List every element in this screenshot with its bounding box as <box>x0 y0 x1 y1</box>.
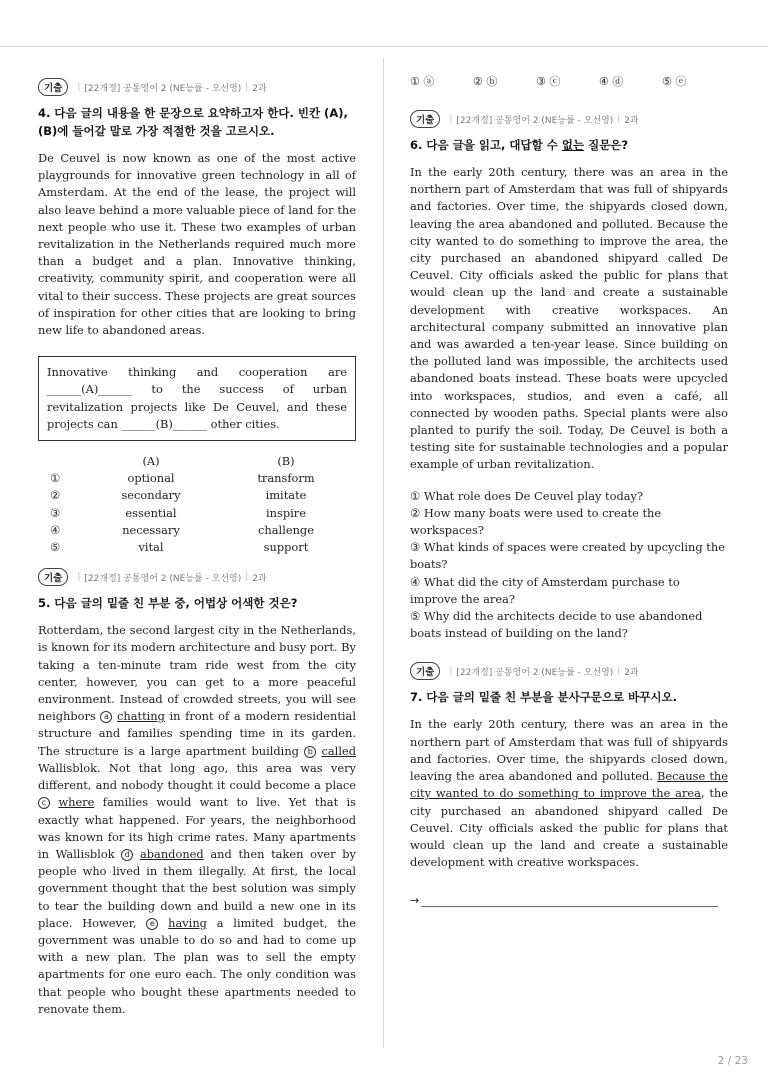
q7-underlined-clause: Because the city wanted to do something to improve the area <box>410 769 728 801</box>
q5-source-text: [22개정] 공통영어 2 (NE능률 - 오선영) <box>84 573 242 584</box>
marker-a: a <box>100 711 112 723</box>
q6-title: 6. 다음 글을 읽고, 대답할 수 없는 질문은? <box>410 138 629 152</box>
q4-option[interactable]: ④ necessary challenge <box>50 522 314 537</box>
q4-options <box>38 453 356 556</box>
q6-question[interactable]: ② How many boats were used to create the workspaces? <box>410 505 662 538</box>
q7-answer-area[interactable] <box>410 893 728 907</box>
q4-source: 기출 | [22개정] 공통영어 2 (NE능률 - 오선영) | 2과 <box>38 78 356 96</box>
q7-badge: 기출 <box>410 662 440 680</box>
q7-answer-line[interactable] <box>421 898 718 907</box>
q5-choice[interactable]: ③ ⓒ <box>536 75 561 88</box>
q6-question[interactable]: ④ What did the city of Amsterdam purchase to improve the area? <box>410 574 680 606</box>
q4-option[interactable]: ③ essential inspire <box>50 505 306 520</box>
q5-choice[interactable]: ⑤ ⓔ <box>662 75 687 88</box>
q5-lesson: 2과 <box>252 573 267 584</box>
q4-option[interactable]: ① optional transform <box>50 471 315 486</box>
q5-title: 5. 다음 글의 밑줄 친 부분 중, 어법상 어색한 것은? <box>38 596 298 611</box>
q6-source-text: [22개정] 공통영어 2 (NE능률 - 오선영) <box>456 115 614 126</box>
q7-source: 기출 | [22개정] 공통영어 2 (NE능률 - 오선영) | 2과 <box>410 662 728 680</box>
underlined-c: where <box>58 795 95 810</box>
right-column <box>410 75 728 908</box>
q6-title-emphasis: 없는 <box>561 138 585 152</box>
marker-b: b <box>304 746 316 758</box>
q4-col-b: (B) <box>277 454 295 469</box>
column-divider <box>383 58 384 1048</box>
underlined-b: called <box>321 743 356 758</box>
q4-title: 4. 다음 글의 내용을 한 문장으로 요약하고자 한다. 빈칸 (A), (B)에 들어갈 말로 가장 적절한 것을 고르시오. <box>38 106 348 138</box>
q4-passage: De Ceuvel is now known as one of the most active playgrounds for innovative green technology in all of Amsterdam. At the end of the lease, the project will also leave behind a more valuable piece of land for the next people who use it. These two examples of urban revitalization in the Netherlands required much more than a budget and a plan. Innovative thinking, creativity, community spirit, and cooperation were all vital to their success. These projects are great sources of inspiration for other cities that are looking to bring new life to abandoned areas. <box>38 151 356 338</box>
q6-lesson: 2과 <box>624 115 639 126</box>
q4-badge: 기출 <box>38 78 68 96</box>
q4-source-text: [22개정] 공통영어 2 (NE능률 - 오선영) <box>84 83 242 94</box>
q7-passage: In the early 20th century, there was an area in the northern part of Amsterdam that was full of shipyards and factories. Over time, the shipyards closed down, leaving the area abandoned and polluted. Because the city wanted to do something to improve the area, the city purchased an abandoned shipyard called De Ceuvel. City officials asked the public for plans that would clean up the land and create a sustainable development with creative workspaces. <box>410 717 728 870</box>
q4-option[interactable]: ② secondary imitate <box>50 488 307 503</box>
q6-question[interactable]: ⑤ Why did the architects decide to use abandoned boats instead of building on the land? <box>410 609 703 641</box>
q5-choice[interactable]: ① ⓐ <box>410 75 435 88</box>
q7-lesson: 2과 <box>624 667 639 678</box>
q5-choice[interactable]: ④ ⓓ <box>599 75 624 88</box>
q4-summary-box: Innovative thinking and cooperation are ______(A)______ to the success of urban revitalization projects like De Ceuvel, and these projects can ______(B)______ other cities. <box>38 356 356 441</box>
page-number: 2 / 23 <box>717 1055 748 1067</box>
q7-source-text: [22개정] 공통영어 2 (NE능률 - 오선영) <box>456 667 614 678</box>
q4-col-a: (A) <box>142 454 160 469</box>
arrow-icon: → <box>410 894 420 908</box>
marker-c: c <box>38 797 50 809</box>
q4-option[interactable]: ⑤ vital support <box>50 540 309 555</box>
underlined-a: chatting <box>117 709 165 724</box>
q6-question[interactable]: ③ What kinds of spaces were created by upcycling the boats? <box>410 540 725 572</box>
q6-questions <box>410 488 728 643</box>
q6-question[interactable]: ① What role does De Ceuvel play today? <box>410 488 644 503</box>
q6-passage: In the early 20th century, there was an area in the northern part of Amsterdam that was full of shipyards and factories. Over time, the shipyards closed down, leaving the area abandoned and polluted. Because the city wanted to do something to improve the area, the city purchased an abandoned shipyard called De Ceuvel. City officials asked the public for plans that would clean up the land and create a sustainable development with creative workspaces. An architectural company submitted an innovative plan and was awarded a ten-year lease. Since building on the polluted land was impossible, the architects used abandoned boats instead. These boats were upcycled into workspaces, studios, and even a café, all connected by wooden paths. Special plants were also planted to purify the soil. Today, De Ceuvel is both a testing site for sustainable technologies and a popular example of urban revitalization. <box>410 165 728 472</box>
q5-passage: Rotterdam, the second largest city in the Netherlands, is known for its modern architecture and busy port. By taking a ten-minute tram ride west from the city center, however, you can get to a more peaceful environment. Instead of crowded streets, you will see neighbors a chatting in front of a modern residential structure and families spending time in its garden. The structure is a large apartment building b called Wallisblok. Not that long ago, this area was very different, and nobody thought it could become a place c where families would want to live. Yet that is exactly what happened. For years, the neighborhood was known for its high crime rates. Many apartments in Wallisblok d abandoned and then taken over by people who lived in them illegally. At first, the local government thought that the best solution was simply to tear the building down and build a new one in its place. However, e having a limited budget, the government was unable to do so and had to come up with a new plan. The plan was to sell the empty apartments for one euro each. The only condition was that people who bought these apartments needed to renovate them. <box>38 623 357 1016</box>
q4-lesson: 2과 <box>252 83 267 94</box>
q5-badge: 기출 <box>38 568 68 586</box>
header-divider <box>0 46 768 47</box>
left-column <box>38 78 356 1018</box>
q5-choice[interactable]: ② ⓑ <box>473 75 498 88</box>
q5-source: 기출 | [22개정] 공통영어 2 (NE능률 - 오선영) | 2과 <box>38 568 356 586</box>
underlined-e: having <box>168 915 207 930</box>
marker-d: d <box>121 849 133 861</box>
underlined-d: abandoned <box>139 846 204 861</box>
q5-choices <box>410 72 728 90</box>
q7-title: 7. 다음 글의 밑줄 친 부분을 분사구문으로 바꾸시오. <box>410 690 677 705</box>
q6-badge: 기출 <box>410 110 440 128</box>
q6-source: 기출 | [22개정] 공통영어 2 (NE능률 - 오선영) | 2과 <box>410 110 728 128</box>
q4-options-header <box>38 453 356 470</box>
marker-e: e <box>146 918 158 930</box>
